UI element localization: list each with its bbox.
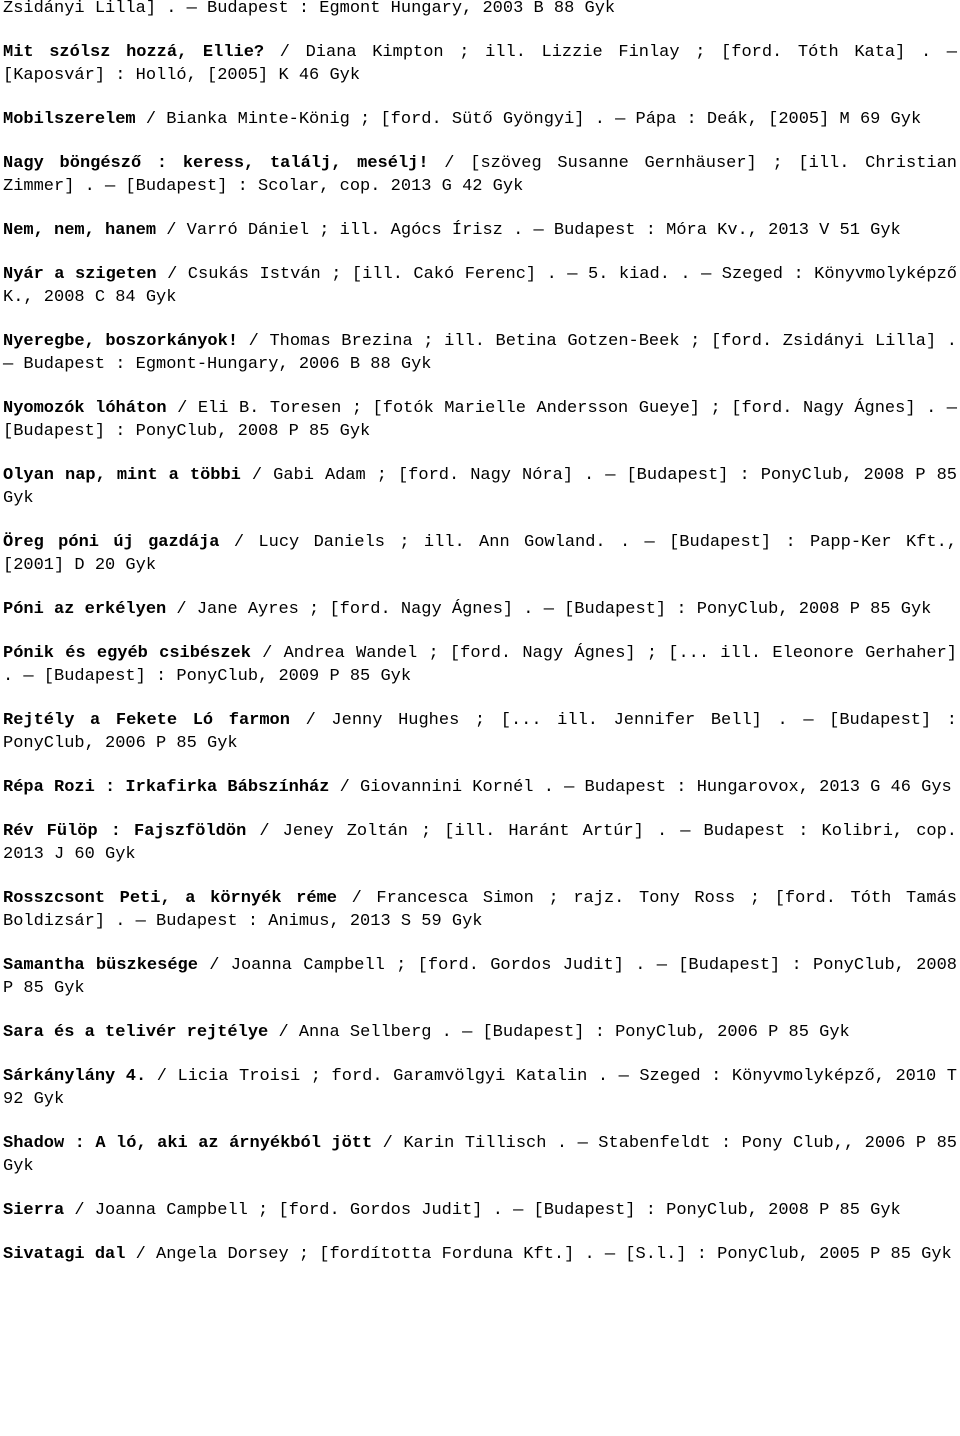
entry-title: Sara és a telivér rejtélye: [3, 1023, 269, 1042]
entry-title: Shadow : A ló, aki az árnyékból jött: [3, 1134, 373, 1153]
entry-details: / Eli B. Toresen ; [fotók Marielle Andersson Gueye] ; [ford. Nagy Ágnes] . — [Budapest] : PonyClub, 2008 P 85 Gyk: [3, 399, 957, 441]
entry-details: / Andrea Wandel ; [ford. Nagy Ágnes] ; [... ill. Eleonore Gerhaher] . — [Budapest] : PonyClub, 2009 P 85 Gyk: [3, 644, 958, 686]
entry-title: Sierra: [3, 1201, 65, 1220]
entry-title: Póni az erkélyen: [3, 600, 167, 619]
catalog-entry: [3, 330, 957, 376]
entry-details: / Francesca Simon ; rajz. Tony Ross ; [ford. Tóth Tamás Boldizsár] . — Budapest : Animus, 2013 S 59 Gyk: [3, 889, 957, 931]
catalog-entry: [3, 642, 957, 688]
entry-title: Rosszcsont Peti, a környék réme: [3, 889, 337, 908]
catalog-entry: [3, 263, 957, 309]
catalog-entry: [3, 152, 957, 198]
entry-title: Öreg póni új gazdája: [3, 533, 220, 552]
entry-title: Nem, nem, hanem: [3, 221, 157, 240]
entry-title: Mobilszerelem: [3, 110, 136, 129]
catalog-entry: [3, 709, 957, 755]
entry-details: / Karin Tillisch . — Stabenfeldt : Pony Club,, 2006 P 85 Gyk: [3, 1134, 958, 1176]
catalog-entry: [3, 108, 957, 131]
entry-title: Nyeregbe, boszorkányok!: [3, 332, 239, 351]
entry-details: / Lucy Daniels ; ill. Ann Gowland. . — [Budapest] : Papp-Ker Kft., [2001] D 20 Gyk: [3, 533, 957, 575]
catalog-entry: [3, 531, 957, 577]
entry-details: / Jeney Zoltán ; [ill. Haránt Artúr] . — Budapest : Kolibri, cop. 2013 J 60 Gyk: [3, 822, 958, 864]
catalog-list: [3, 0, 957, 1287]
catalog-entry: [3, 598, 957, 621]
catalog-entry: [3, 219, 957, 242]
entry-title: Nagy böngésző : keress, találj, mesélj!: [3, 154, 429, 173]
entry-details: / Diana Kimpton ; ill. Lizzie Finlay ; [ford. Tóth Kata] . — [Kaposvár] : Holló, [2005] K 46 Gyk: [3, 43, 957, 85]
entry-title: Répa Rozi : Irkafirka Bábszínház: [3, 778, 330, 797]
entry-details: / Joanna Campbell ; [ford. Gordos Judit] . — [Budapest] : PonyClub, 2008 P 85 Gyk: [64, 1201, 901, 1220]
entry-details: / Jane Ayres ; [ford. Nagy Ágnes] . — [Budapest] : PonyClub, 2008 P 85 Gyk: [166, 600, 932, 619]
catalog-entry: [3, 1243, 957, 1266]
entry-details: / Thomas Brezina ; ill. Betina Gotzen-Beek ; [ford. Zsidányi Lilla] . — Budapest : Egmont-Hungary, 2006 B 88 Gyk: [3, 332, 957, 374]
entry-title: Sivatagi dal: [3, 1245, 126, 1264]
catalog-entry: [3, 1199, 957, 1222]
entry-title: Samantha büszkesége: [3, 956, 198, 975]
entry-details: / Gabi Adam ; [ford. Nagy Nóra] . — [Budapest] : PonyClub, 2008 P 85 Gyk: [3, 466, 957, 508]
entry-details: / Anna Sellberg . — [Budapest] : PonyClub, 2006 P 85 Gyk: [268, 1023, 850, 1042]
catalog-entry: [3, 464, 957, 510]
catalog-entry: [3, 954, 957, 1000]
entry-details: / Csukás István ; [ill. Cakó Ferenc] . — 5. kiad. . — Szeged : Könyvmolyképző K., 2008 C 84 Gyk: [3, 265, 957, 307]
catalog-entry: [3, 397, 957, 443]
entry-title: Rév Fülöp : Fajszföldön: [3, 822, 247, 841]
entry-details: / Angela Dorsey ; [fordította Forduna Kft.] . — [S.l.] : PonyClub, 2005 P 85 Gyk: [125, 1245, 952, 1264]
catalog-entry: [3, 1021, 957, 1044]
entry-title: Pónik és egyéb csibészek: [3, 644, 251, 663]
catalog-entry: [3, 820, 957, 866]
entry-details: / Jenny Hughes ; [... ill. Jennifer Bell] . — [Budapest] : PonyClub, 2006 P 85 Gyk: [3, 711, 957, 753]
entry-details: / Bianka Minte-König ; [ford. Sütő Gyöngyi] . — Pápa : Deák, [2005] M 69 Gyk: [135, 110, 922, 129]
entry-details: / Licia Troisi ; ford. Garamvölgyi Katalin . — Szeged : Könyvmolyképző, 2010 T 92 Gyk: [3, 1067, 958, 1109]
catalog-entry: [3, 0, 957, 20]
catalog-entry: [3, 776, 957, 799]
catalog-entry: [3, 1065, 957, 1111]
entry-details: / Joanna Campbell ; [ford. Gordos Judit] . — [Budapest] : PonyClub, 2008 P 85 Gyk: [3, 956, 957, 998]
entry-details: / [szöveg Susanne Gernhäuser] ; [ill. Christian Zimmer] . — [Budapest] : Scolar, cop. 2013 G 42 Gyk: [3, 154, 957, 196]
entry-details: Zsidányi Lilla] . — Budapest : Egmont Hungary, 2003 B 88 Gyk: [3, 0, 616, 18]
entry-title: Olyan nap, mint a többi: [3, 466, 241, 485]
entry-details: / Giovannini Kornél . — Budapest : Hungarovox, 2013 G 46 Gys: [329, 778, 952, 797]
entry-title: Nyár a szigeten: [3, 265, 157, 284]
catalog-entry: [3, 41, 957, 87]
entry-title: Nyomozók lóháton: [3, 399, 167, 418]
catalog-entry: [3, 1132, 957, 1178]
catalog-entry: [3, 887, 957, 933]
entry-title: Sárkánylány 4.: [3, 1067, 147, 1086]
entry-title: Rejtély a Fekete Ló farmon: [3, 711, 290, 730]
entry-details: / Varró Dániel ; ill. Agócs Írisz . — Budapest : Móra Kv., 2013 V 51 Gyk: [156, 221, 901, 240]
entry-title: Mit szólsz hozzá, Ellie?: [3, 43, 265, 62]
